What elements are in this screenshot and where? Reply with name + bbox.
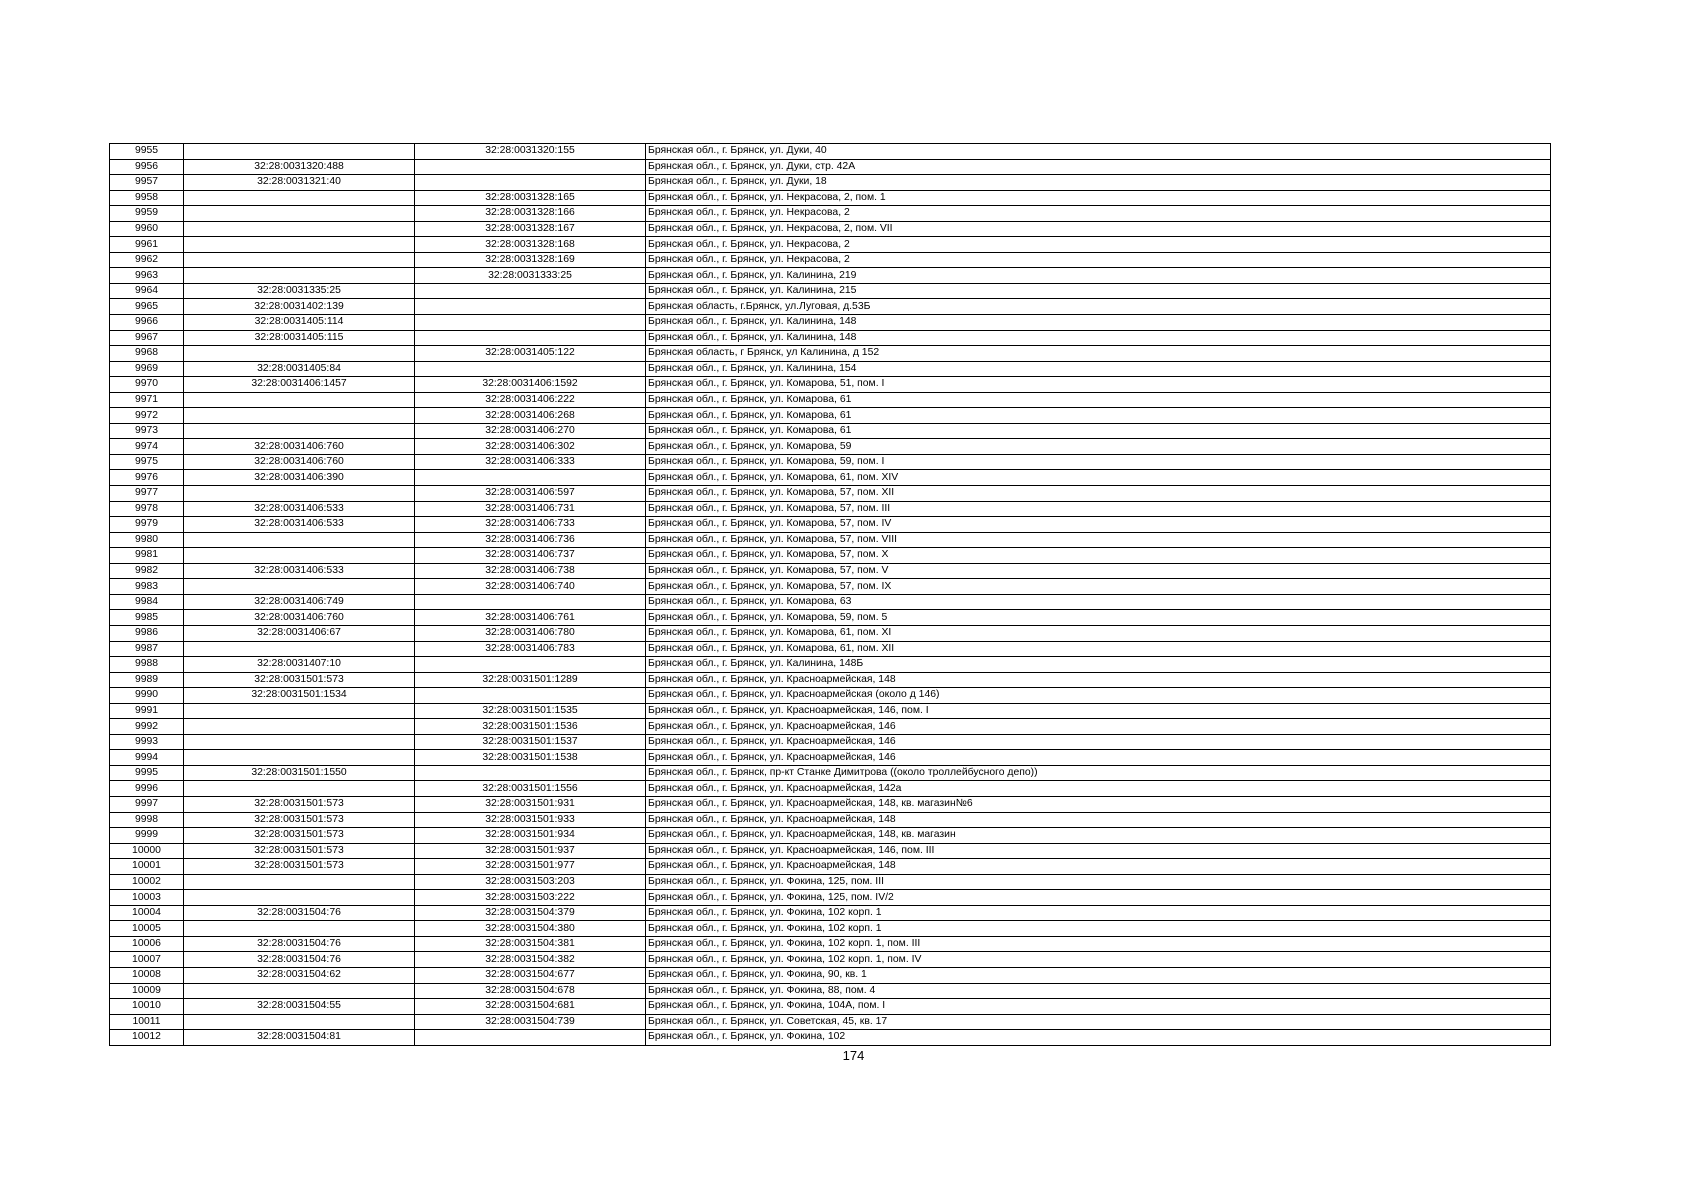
- cadastral-number-cell: [184, 346, 415, 362]
- row-number-cell: 9963: [110, 268, 184, 284]
- object-cadastral-number-cell: 32:28:0031406:222: [415, 392, 646, 408]
- table-row: [110, 159, 1551, 175]
- address-cell: Брянская обл., г. Брянск, ул. Некрасова, 2, пом. 1: [646, 190, 1551, 206]
- row-number-cell: 10006: [110, 936, 184, 952]
- row-number-cell: 9986: [110, 625, 184, 641]
- address-cell: Брянская обл., г. Брянск, ул. Некрасова, 2, пом. VII: [646, 221, 1551, 237]
- cadastral-number-cell: [184, 641, 415, 657]
- address-cell: Брянская обл., г. Брянск, ул. Комарова, 61, пом. XIV: [646, 470, 1551, 486]
- table-row: [110, 501, 1551, 517]
- object-cadastral-number-cell: 32:28:0031504:678: [415, 983, 646, 999]
- object-cadastral-number-cell: 32:28:0031406:733: [415, 517, 646, 533]
- object-cadastral-number-cell: 32:28:0031406:731: [415, 501, 646, 517]
- row-number-cell: 9979: [110, 517, 184, 533]
- row-number-cell: 9968: [110, 346, 184, 362]
- address-cell: Брянская обл., г. Брянск, ул. Красноармейская, 148: [646, 812, 1551, 828]
- address-cell: Брянская обл., г. Брянск, ул. Комарова, 57, пом. VIII: [646, 532, 1551, 548]
- address-cell: Брянская обл., г. Брянск, ул. Комарова, 59, пом. I: [646, 454, 1551, 470]
- address-cell: Брянская обл., г. Брянск, ул. Фокина, 104А, пом. I: [646, 999, 1551, 1015]
- row-number-cell: 10008: [110, 967, 184, 983]
- object-cadastral-number-cell: [415, 330, 646, 346]
- object-cadastral-number-cell: 32:28:0031503:203: [415, 874, 646, 890]
- table-row: [110, 812, 1551, 828]
- cadastral-number-cell: 32:28:0031321:40: [184, 175, 415, 191]
- table-row: [110, 408, 1551, 424]
- table-row: [110, 144, 1551, 160]
- table-row: [110, 346, 1551, 362]
- table-row: [110, 206, 1551, 222]
- table-row: [110, 517, 1551, 533]
- cadastral-number-cell: [184, 221, 415, 237]
- object-cadastral-number-cell: 32:28:0031501:977: [415, 859, 646, 875]
- row-number-cell: 9987: [110, 641, 184, 657]
- cadastral-number-cell: 32:28:0031406:533: [184, 563, 415, 579]
- object-cadastral-number-cell: 32:28:0031328:168: [415, 237, 646, 253]
- object-cadastral-number-cell: [415, 688, 646, 704]
- object-cadastral-number-cell: 32:28:0031406:740: [415, 579, 646, 595]
- address-cell: Брянская обл., г. Брянск, ул. Красноармейская, 148: [646, 672, 1551, 688]
- cadastral-number-cell: [184, 579, 415, 595]
- object-cadastral-number-cell: [415, 765, 646, 781]
- address-cell: Брянская обл., г. Брянск, ул. Красноармейская, 146: [646, 750, 1551, 766]
- cadastral-number-cell: [184, 890, 415, 906]
- object-cadastral-number-cell: [415, 315, 646, 331]
- object-cadastral-number-cell: 32:28:0031504:381: [415, 936, 646, 952]
- cadastral-number-cell: 32:28:0031501:573: [184, 843, 415, 859]
- cadastral-number-cell: [184, 190, 415, 206]
- table-row: [110, 532, 1551, 548]
- row-number-cell: 10010: [110, 999, 184, 1015]
- cadastral-number-cell: [184, 408, 415, 424]
- object-cadastral-number-cell: 32:28:0031501:1536: [415, 719, 646, 735]
- row-number-cell: 10012: [110, 1030, 184, 1046]
- table-row: [110, 392, 1551, 408]
- object-cadastral-number-cell: 32:28:0031501:933: [415, 812, 646, 828]
- table-row: [110, 470, 1551, 486]
- cadastral-number-cell: [184, 781, 415, 797]
- object-cadastral-number-cell: [415, 1030, 646, 1046]
- table-row: [110, 983, 1551, 999]
- row-number-cell: 10005: [110, 921, 184, 937]
- address-cell: Брянская обл., г. Брянск, ул. Красноармейская, 146: [646, 719, 1551, 735]
- row-number-cell: 9977: [110, 486, 184, 502]
- cadastral-number-cell: [184, 548, 415, 564]
- row-number-cell: 9975: [110, 454, 184, 470]
- row-number-cell: 9990: [110, 688, 184, 704]
- row-number-cell: 9972: [110, 408, 184, 424]
- object-cadastral-number-cell: [415, 470, 646, 486]
- address-cell: Брянская обл., г. Брянск, ул. Комарова, 61: [646, 408, 1551, 424]
- cadastral-number-cell: 32:28:0031504:62: [184, 967, 415, 983]
- table-row: [110, 734, 1551, 750]
- address-cell: Брянская обл., г. Брянск, ул. Дуки, стр. 42А: [646, 159, 1551, 175]
- address-cell: Брянская обл., г. Брянск, пр-кт Станке Димитрова ((около троллейбусного депо)): [646, 765, 1551, 781]
- address-cell: Брянская обл., г. Брянск, ул. Калинина, 219: [646, 268, 1551, 284]
- object-cadastral-number-cell: [415, 283, 646, 299]
- cadastral-number-cell: [184, 874, 415, 890]
- row-number-cell: 9959: [110, 206, 184, 222]
- object-cadastral-number-cell: 32:28:0031406:270: [415, 423, 646, 439]
- cadastral-number-cell: [184, 268, 415, 284]
- object-cadastral-number-cell: 32:28:0031501:937: [415, 843, 646, 859]
- cadastral-number-cell: [184, 392, 415, 408]
- cadastral-number-cell: 32:28:0031504:76: [184, 952, 415, 968]
- address-cell: Брянская обл., г. Брянск, ул. Красноармейская, 146: [646, 734, 1551, 750]
- table-row: [110, 377, 1551, 393]
- object-cadastral-number-cell: [415, 361, 646, 377]
- cadastral-number-cell: 32:28:0031501:573: [184, 796, 415, 812]
- cadastral-number-cell: [184, 983, 415, 999]
- cadastral-number-cell: 32:28:0031501:1534: [184, 688, 415, 704]
- cadastral-number-cell: 32:28:0031501:573: [184, 828, 415, 844]
- address-cell: Брянская обл., г. Брянск, ул. Фокина, 125, пом. III: [646, 874, 1551, 890]
- table-row: [110, 579, 1551, 595]
- cadastral-number-cell: 32:28:0031407:10: [184, 657, 415, 673]
- cadastral-number-cell: [184, 750, 415, 766]
- table-row: [110, 796, 1551, 812]
- object-cadastral-number-cell: 32:28:0031406:333: [415, 454, 646, 470]
- address-cell: Брянская обл., г. Брянск, ул. Фокина, 90, кв. 1: [646, 967, 1551, 983]
- object-cadastral-number-cell: 32:28:0031406:1592: [415, 377, 646, 393]
- property-registry-table: [109, 143, 1551, 1046]
- row-number-cell: 10002: [110, 874, 184, 890]
- object-cadastral-number-cell: 32:28:0031406:761: [415, 610, 646, 626]
- object-cadastral-number-cell: 32:28:0031504:681: [415, 999, 646, 1015]
- table-row: [110, 252, 1551, 268]
- table-row: [110, 641, 1551, 657]
- table-row: [110, 672, 1551, 688]
- cadastral-number-cell: 32:28:0031504:55: [184, 999, 415, 1015]
- object-cadastral-number-cell: 32:28:0031406:738: [415, 563, 646, 579]
- row-number-cell: 10003: [110, 890, 184, 906]
- cadastral-number-cell: 32:28:0031402:139: [184, 299, 415, 315]
- address-cell: Брянская обл., г. Брянск, ул. Комарова, 57, пом. IX: [646, 579, 1551, 595]
- cadastral-number-cell: [184, 486, 415, 502]
- address-cell: Брянская обл., г. Брянск, ул. Красноармейская, 146, пом. III: [646, 843, 1551, 859]
- address-cell: Брянская обл., г. Брянск, ул. Комарова, 59: [646, 439, 1551, 455]
- cadastral-number-cell: 32:28:0031504:76: [184, 905, 415, 921]
- page-number: 174: [842, 1048, 865, 1063]
- address-cell: Брянская обл., г. Брянск, ул. Красноармейская, 148, кв. магазин: [646, 828, 1551, 844]
- registry-table-body: [110, 144, 1551, 1046]
- table-row: [110, 843, 1551, 859]
- table-row: [110, 299, 1551, 315]
- cadastral-number-cell: [184, 1014, 415, 1030]
- object-cadastral-number-cell: 32:28:0031406:783: [415, 641, 646, 657]
- object-cadastral-number-cell: [415, 159, 646, 175]
- row-number-cell: 9988: [110, 657, 184, 673]
- table-row: [110, 719, 1551, 735]
- cadastral-number-cell: [184, 206, 415, 222]
- table-row: [110, 610, 1551, 626]
- table-row: [110, 315, 1551, 331]
- row-number-cell: 9962: [110, 252, 184, 268]
- table-row: [110, 268, 1551, 284]
- cadastral-number-cell: 32:28:0031405:115: [184, 330, 415, 346]
- row-number-cell: 9967: [110, 330, 184, 346]
- row-number-cell: 9999: [110, 828, 184, 844]
- table-row: [110, 859, 1551, 875]
- address-cell: Брянская обл., г. Брянск, ул. Фокина, 102 корп. 1, пом. IV: [646, 952, 1551, 968]
- table-row: [110, 688, 1551, 704]
- table-row: [110, 330, 1551, 346]
- row-number-cell: 9978: [110, 501, 184, 517]
- table-row: [110, 703, 1551, 719]
- row-number-cell: 9956: [110, 159, 184, 175]
- address-cell: Брянская обл., г. Брянск, ул. Комарова, 61: [646, 392, 1551, 408]
- row-number-cell: 10004: [110, 905, 184, 921]
- address-cell: Брянская обл., г. Брянск, ул. Калинина, 148Б: [646, 657, 1551, 673]
- address-cell: Брянская обл., г. Брянск, ул. Фокина, 102: [646, 1030, 1551, 1046]
- address-cell: Брянская обл., г. Брянск, ул. Красноармейская, 148: [646, 859, 1551, 875]
- row-number-cell: 9997: [110, 796, 184, 812]
- table-row: [110, 750, 1551, 766]
- object-cadastral-number-cell: 32:28:0031328:165: [415, 190, 646, 206]
- address-cell: Брянская обл., г. Брянск, ул. Комарова, 57, пом. III: [646, 501, 1551, 517]
- table-row: [110, 361, 1551, 377]
- address-cell: Брянская обл., г. Брянск, ул. Комарова, 59, пом. 5: [646, 610, 1551, 626]
- object-cadastral-number-cell: 32:28:0031406:737: [415, 548, 646, 564]
- table-row: [110, 890, 1551, 906]
- cadastral-number-cell: [184, 921, 415, 937]
- address-cell: Брянская область, г.Брянск, ул.Луговая, д.53Б: [646, 299, 1551, 315]
- row-number-cell: 9991: [110, 703, 184, 719]
- table-row: [110, 874, 1551, 890]
- row-number-cell: 10009: [110, 983, 184, 999]
- object-cadastral-number-cell: [415, 657, 646, 673]
- table-row: [110, 999, 1551, 1015]
- row-number-cell: 9957: [110, 175, 184, 191]
- cadastral-number-cell: 32:28:0031406:533: [184, 501, 415, 517]
- cadastral-number-cell: 32:28:0031406:749: [184, 594, 415, 610]
- address-cell: Брянская обл., г. Брянск, ул. Советская, 45, кв. 17: [646, 1014, 1551, 1030]
- object-cadastral-number-cell: [415, 299, 646, 315]
- cadastral-number-cell: [184, 252, 415, 268]
- cadastral-number-cell: 32:28:0031406:533: [184, 517, 415, 533]
- address-cell: Брянская обл., г. Брянск, ул. Фокина, 102 корп. 1, пом. III: [646, 936, 1551, 952]
- row-number-cell: 9992: [110, 719, 184, 735]
- address-cell: Брянская обл., г. Брянск, ул. Комарова, 61, пом. XI: [646, 625, 1551, 641]
- object-cadastral-number-cell: 32:28:0031501:1556: [415, 781, 646, 797]
- object-cadastral-number-cell: 32:28:0031406:736: [415, 532, 646, 548]
- address-cell: Брянская область, г Брянск, ул Калинина, д 152: [646, 346, 1551, 362]
- row-number-cell: 9985: [110, 610, 184, 626]
- table-row: [110, 657, 1551, 673]
- row-number-cell: 9995: [110, 765, 184, 781]
- table-row: [110, 439, 1551, 455]
- address-cell: Брянская обл., г. Брянск, ул. Дуки, 40: [646, 144, 1551, 160]
- object-cadastral-number-cell: 32:28:0031406:302: [415, 439, 646, 455]
- table-row: [110, 454, 1551, 470]
- row-number-cell: 9981: [110, 548, 184, 564]
- cadastral-number-cell: [184, 734, 415, 750]
- object-cadastral-number-cell: 32:28:0031501:931: [415, 796, 646, 812]
- object-cadastral-number-cell: 32:28:0031320:155: [415, 144, 646, 160]
- row-number-cell: 9965: [110, 299, 184, 315]
- row-number-cell: 10001: [110, 859, 184, 875]
- cadastral-number-cell: 32:28:0031320:488: [184, 159, 415, 175]
- object-cadastral-number-cell: 32:28:0031504:380: [415, 921, 646, 937]
- address-cell: Брянская обл., г. Брянск, ул. Красноармейская, 148, кв. магазин№6: [646, 796, 1551, 812]
- cadastral-number-cell: 32:28:0031335:25: [184, 283, 415, 299]
- object-cadastral-number-cell: 32:28:0031504:382: [415, 952, 646, 968]
- address-cell: Брянская обл., г. Брянск, ул. Некрасова, 2: [646, 237, 1551, 253]
- table-row: [110, 563, 1551, 579]
- table-row: [110, 548, 1551, 564]
- row-number-cell: 9966: [110, 315, 184, 331]
- address-cell: Брянская обл., г. Брянск, ул. Фокина, 102 корп. 1: [646, 921, 1551, 937]
- address-cell: Брянская обл., г. Брянск, ул. Калинина, 148: [646, 315, 1551, 331]
- cadastral-number-cell: 32:28:0031504:76: [184, 936, 415, 952]
- row-number-cell: 9955: [110, 144, 184, 160]
- address-cell: Брянская обл., г. Брянск, ул. Калинина, 148: [646, 330, 1551, 346]
- table-row: [110, 594, 1551, 610]
- table-row: [110, 967, 1551, 983]
- row-number-cell: 9964: [110, 283, 184, 299]
- table-row: [110, 1014, 1551, 1030]
- row-number-cell: 9993: [110, 734, 184, 750]
- object-cadastral-number-cell: 32:28:0031503:222: [415, 890, 646, 906]
- row-number-cell: 9989: [110, 672, 184, 688]
- cadastral-number-cell: [184, 719, 415, 735]
- table-row: [110, 936, 1551, 952]
- row-number-cell: 9996: [110, 781, 184, 797]
- table-row: [110, 905, 1551, 921]
- object-cadastral-number-cell: 32:28:0031328:167: [415, 221, 646, 237]
- cadastral-number-cell: 32:28:0031501:573: [184, 859, 415, 875]
- table-row: [110, 781, 1551, 797]
- cadastral-number-cell: 32:28:0031405:114: [184, 315, 415, 331]
- row-number-cell: 9969: [110, 361, 184, 377]
- address-cell: Брянская обл., г. Брянск, ул. Фокина, 125, пом. IV/2: [646, 890, 1551, 906]
- address-cell: Брянская обл., г. Брянск, ул. Комарова, 63: [646, 594, 1551, 610]
- address-cell: Брянская обл., г. Брянск, ул. Калинина, 215: [646, 283, 1551, 299]
- object-cadastral-number-cell: 32:28:0031501:1289: [415, 672, 646, 688]
- object-cadastral-number-cell: 32:28:0031504:739: [415, 1014, 646, 1030]
- row-number-cell: 9980: [110, 532, 184, 548]
- object-cadastral-number-cell: 32:28:0031333:25: [415, 268, 646, 284]
- cadastral-number-cell: [184, 237, 415, 253]
- cadastral-number-cell: 32:28:0031504:81: [184, 1030, 415, 1046]
- row-number-cell: 9976: [110, 470, 184, 486]
- object-cadastral-number-cell: 32:28:0031405:122: [415, 346, 646, 362]
- address-cell: Брянская обл., г. Брянск, ул. Комарова, 57, пом. V: [646, 563, 1551, 579]
- table-row: [110, 625, 1551, 641]
- row-number-cell: 10000: [110, 843, 184, 859]
- cadastral-number-cell: 32:28:0031406:760: [184, 454, 415, 470]
- object-cadastral-number-cell: 32:28:0031504:379: [415, 905, 646, 921]
- cadastral-number-cell: 32:28:0031501:573: [184, 812, 415, 828]
- cadastral-number-cell: 32:28:0031406:760: [184, 610, 415, 626]
- cadastral-number-cell: 32:28:0031406:390: [184, 470, 415, 486]
- row-number-cell: 10011: [110, 1014, 184, 1030]
- table-row: [110, 1030, 1551, 1046]
- address-cell: Брянская обл., г. Брянск, ул. Комарова, 61: [646, 423, 1551, 439]
- table-row: [110, 221, 1551, 237]
- object-cadastral-number-cell: 32:28:0031501:1535: [415, 703, 646, 719]
- table-row: [110, 828, 1551, 844]
- address-cell: Брянская обл., г. Брянск, ул. Красноармейская, 142а: [646, 781, 1551, 797]
- address-cell: Брянская обл., г. Брянск, ул. Некрасова, 2: [646, 206, 1551, 222]
- address-cell: Брянская обл., г. Брянск, ул. Фокина, 88, пом. 4: [646, 983, 1551, 999]
- row-number-cell: 9998: [110, 812, 184, 828]
- table-row: [110, 423, 1551, 439]
- address-cell: Брянская обл., г. Брянск, ул. Фокина, 102 корп. 1: [646, 905, 1551, 921]
- object-cadastral-number-cell: 32:28:0031406:597: [415, 486, 646, 502]
- cadastral-number-cell: [184, 144, 415, 160]
- table-row: [110, 765, 1551, 781]
- row-number-cell: 9970: [110, 377, 184, 393]
- table-row: [110, 486, 1551, 502]
- address-cell: Брянская обл., г. Брянск, ул. Комарова, 57, пом. X: [646, 548, 1551, 564]
- table-row: [110, 237, 1551, 253]
- cadastral-number-cell: 32:28:0031501:573: [184, 672, 415, 688]
- table-row: [110, 921, 1551, 937]
- address-cell: Брянская обл., г. Брянск, ул. Комарова, 57, пом. XII: [646, 486, 1551, 502]
- cadastral-number-cell: 32:28:0031406:67: [184, 625, 415, 641]
- address-cell: Брянская обл., г. Брянск, ул. Комарова, 57, пом. IV: [646, 517, 1551, 533]
- row-number-cell: 9994: [110, 750, 184, 766]
- row-number-cell: 9971: [110, 392, 184, 408]
- object-cadastral-number-cell: [415, 175, 646, 191]
- address-cell: Брянская обл., г. Брянск, ул. Дуки, 18: [646, 175, 1551, 191]
- row-number-cell: 9973: [110, 423, 184, 439]
- address-cell: Брянская обл., г. Брянск, ул. Комарова, 51, пом. I: [646, 377, 1551, 393]
- object-cadastral-number-cell: [415, 594, 646, 610]
- address-cell: Брянская обл., г. Брянск, ул. Красноармейская (около д 146): [646, 688, 1551, 704]
- cadastral-number-cell: 32:28:0031405:84: [184, 361, 415, 377]
- row-number-cell: 9961: [110, 237, 184, 253]
- object-cadastral-number-cell: 32:28:0031328:166: [415, 206, 646, 222]
- object-cadastral-number-cell: 32:28:0031501:934: [415, 828, 646, 844]
- row-number-cell: 10007: [110, 952, 184, 968]
- cadastral-number-cell: 32:28:0031501:1550: [184, 765, 415, 781]
- table-row: [110, 175, 1551, 191]
- row-number-cell: 9958: [110, 190, 184, 206]
- table-row: [110, 190, 1551, 206]
- row-number-cell: 9974: [110, 439, 184, 455]
- table-row: [110, 952, 1551, 968]
- object-cadastral-number-cell: 32:28:0031328:169: [415, 252, 646, 268]
- object-cadastral-number-cell: 32:28:0031406:780: [415, 625, 646, 641]
- address-cell: Брянская обл., г. Брянск, ул. Некрасова, 2: [646, 252, 1551, 268]
- cadastral-number-cell: 32:28:0031406:1457: [184, 377, 415, 393]
- object-cadastral-number-cell: 32:28:0031406:268: [415, 408, 646, 424]
- cadastral-number-cell: [184, 532, 415, 548]
- object-cadastral-number-cell: 32:28:0031501:1538: [415, 750, 646, 766]
- object-cadastral-number-cell: 32:28:0031504:677: [415, 967, 646, 983]
- cadastral-number-cell: [184, 423, 415, 439]
- address-cell: Брянская обл., г. Брянск, ул. Красноармейская, 146, пом. I: [646, 703, 1551, 719]
- cadastral-number-cell: 32:28:0031406:760: [184, 439, 415, 455]
- address-cell: Брянская обл., г. Брянск, ул. Калинина, 154: [646, 361, 1551, 377]
- row-number-cell: 9960: [110, 221, 184, 237]
- cadastral-number-cell: [184, 703, 415, 719]
- object-cadastral-number-cell: 32:28:0031501:1537: [415, 734, 646, 750]
- table-row: [110, 283, 1551, 299]
- address-cell: Брянская обл., г. Брянск, ул. Комарова, 61, пом. XII: [646, 641, 1551, 657]
- row-number-cell: 9982: [110, 563, 184, 579]
- row-number-cell: 9983: [110, 579, 184, 595]
- row-number-cell: 9984: [110, 594, 184, 610]
